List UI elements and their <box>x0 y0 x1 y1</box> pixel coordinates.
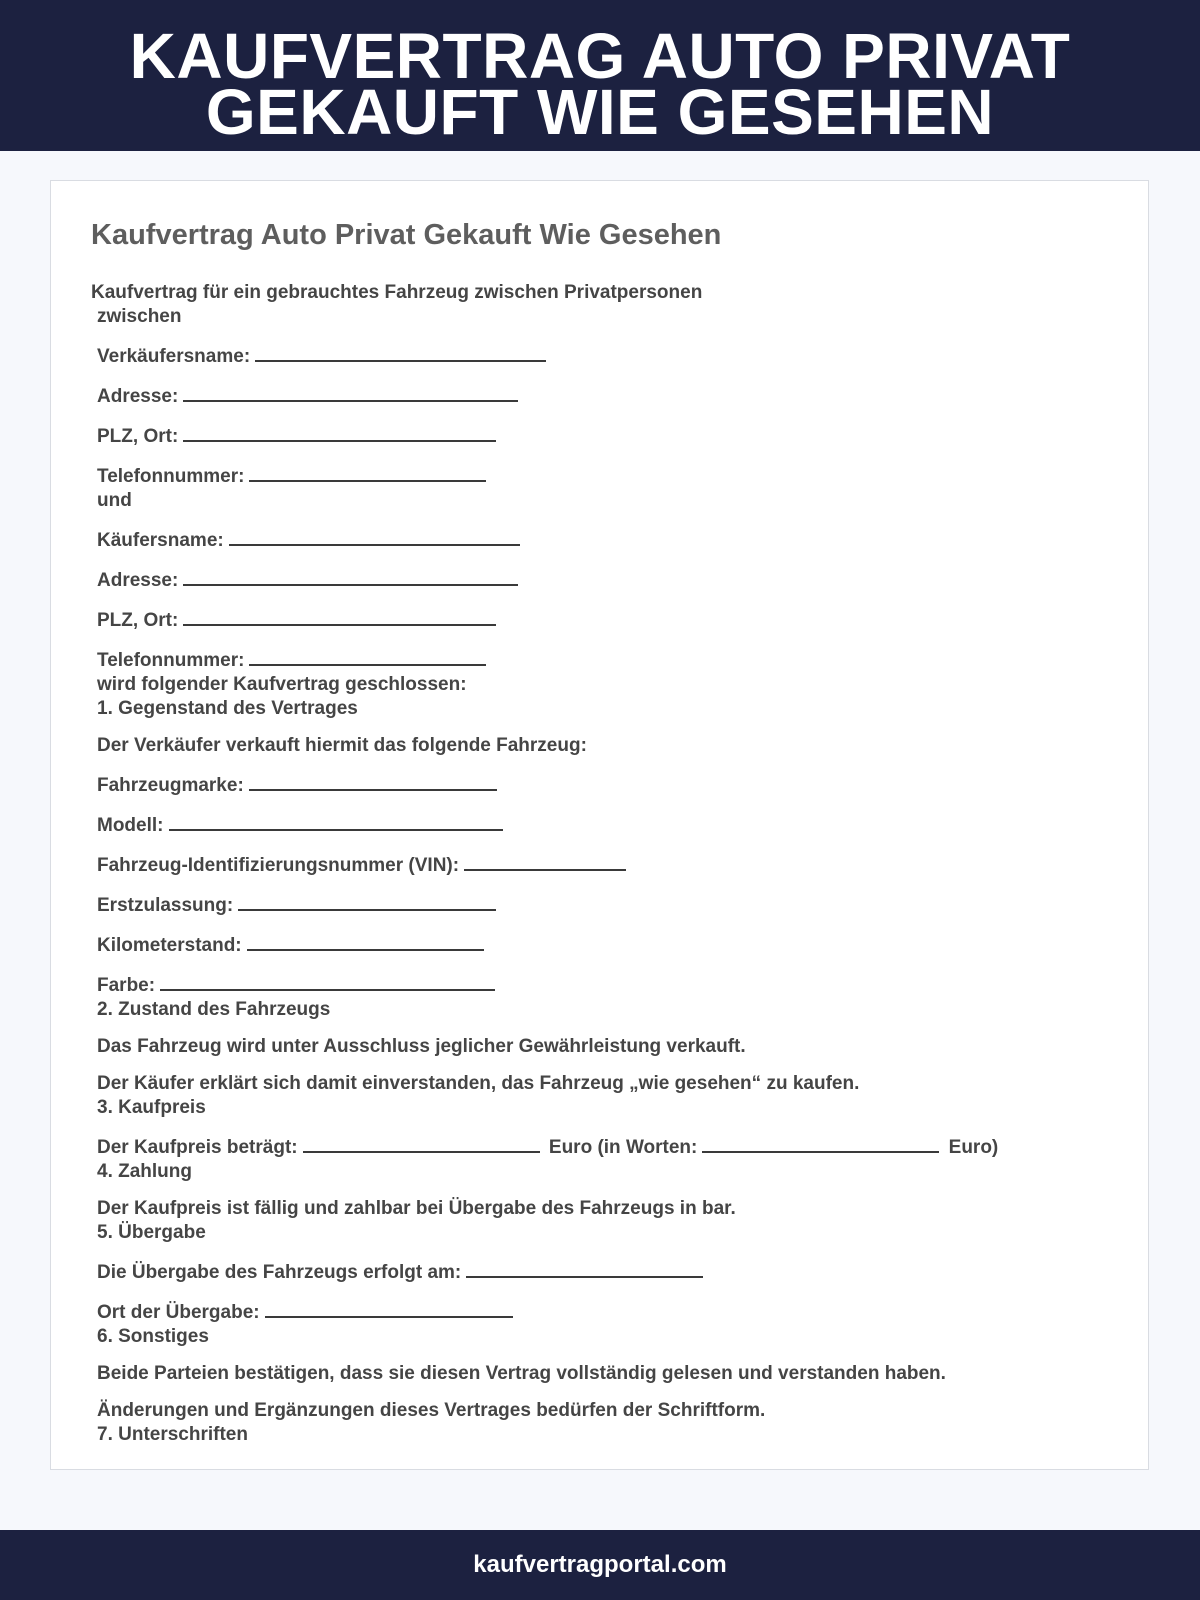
vehicle-make-field <box>91 771 1111 798</box>
seller-address-label: Adresse: <box>97 386 179 407</box>
vehicle-mileage-label: Kilometerstand: <box>97 935 242 956</box>
vehicle-make-blank[interactable] <box>249 771 497 791</box>
handover-date-blank[interactable] <box>466 1258 703 1278</box>
vehicle-make-label: Fahrzeugmarke: <box>97 775 244 796</box>
price-in-words-label: Euro (in Worten: <box>548 1137 698 1158</box>
vehicle-mileage-field <box>91 931 1111 958</box>
buyer-zip-city-blank[interactable] <box>183 606 496 626</box>
section-5-heading: 5. Übergabe <box>97 1222 206 1243</box>
handover-date-field <box>91 1258 1111 1285</box>
buyer-address-label: Adresse: <box>97 570 179 591</box>
vehicle-vin-field <box>91 851 1111 878</box>
vehicle-color-field <box>91 971 1111 998</box>
seller-name-label: Verkäufersname: <box>97 346 251 367</box>
concluded-text: wird folgender Kaufvertrag geschlossen: <box>97 674 467 695</box>
price-in-words-blank[interactable] <box>702 1133 939 1153</box>
document-body <box>91 281 1111 1447</box>
document-card <box>50 180 1149 1470</box>
price-amount-blank[interactable] <box>303 1133 540 1153</box>
vehicle-mileage-blank[interactable] <box>247 931 484 951</box>
section-2-text-1: Das Fahrzeug wird unter Ausschluss jeglicher Gewährleistung verkauft. <box>97 1036 746 1057</box>
section-7-heading: 7. Unterschriften <box>97 1424 248 1445</box>
seller-name-field <box>91 342 1111 369</box>
footer-site-link[interactable]: kaufvertragportal.com <box>473 1551 727 1578</box>
vehicle-model-label: Modell: <box>97 815 164 836</box>
buyer-address-field <box>91 566 1111 593</box>
buyer-address-blank[interactable] <box>183 566 518 586</box>
vehicle-first-registration-label: Erstzulassung: <box>97 895 234 916</box>
seller-phone-blank[interactable] <box>249 462 486 482</box>
seller-address-field <box>91 382 1111 409</box>
handover-place-field <box>91 1298 1111 1325</box>
seller-zip-city-blank[interactable] <box>183 422 496 442</box>
seller-zip-city-label: PLZ, Ort: <box>97 426 179 447</box>
header-banner <box>0 0 1200 151</box>
document-title: Kaufvertrag Auto Privat Gekauft Wie Gesehen <box>91 219 722 251</box>
section-4-text: Der Kaufpreis ist fällig und zahlbar bei Übergabe des Fahrzeugs in bar. <box>97 1198 736 1219</box>
price-field <box>91 1133 1111 1160</box>
seller-name-blank[interactable] <box>255 342 546 362</box>
vehicle-color-blank[interactable] <box>160 971 495 991</box>
price-end-label: Euro) <box>948 1137 999 1158</box>
vehicle-first-registration-field <box>91 891 1111 918</box>
vehicle-model-field <box>91 811 1111 838</box>
section-2-heading: 2. Zustand des Fahrzeugs <box>97 999 331 1020</box>
seller-phone-field <box>91 462 1111 489</box>
handover-place-label: Ort der Übergabe: <box>97 1302 260 1323</box>
buyer-zip-city-field <box>91 606 1111 633</box>
seller-address-blank[interactable] <box>183 382 518 402</box>
section-2-text-2: Der Käufer erklärt sich damit einverstanden, das Fahrzeug „wie gesehen“ zu kaufen. <box>97 1073 860 1094</box>
buyer-phone-blank[interactable] <box>249 646 486 666</box>
banner-title-line-2: GEKAUFT WIE GESEHEN <box>205 76 995 148</box>
vehicle-vin-label: Fahrzeug-Identifizierungsnummer (VIN): <box>97 855 460 876</box>
buyer-phone-field <box>91 646 1111 673</box>
buyer-name-field <box>91 526 1111 553</box>
between-text: zwischen <box>97 306 182 327</box>
section-6-heading: 6. Sonstiges <box>97 1326 209 1347</box>
banner-title-line-1: KAUFVERTRAG AUTO PRIVAT <box>129 20 1071 92</box>
price-label: Der Kaufpreis beträgt: <box>97 1137 298 1158</box>
seller-phone-label: Telefonnummer: <box>97 466 245 487</box>
section-6-text-1: Beide Parteien bestätigen, dass sie diesen Vertrag vollständig gelesen und verstanden haben. <box>97 1363 946 1384</box>
and-text: und <box>97 490 132 511</box>
vehicle-model-blank[interactable] <box>169 811 503 831</box>
buyer-name-blank[interactable] <box>229 526 520 546</box>
section-1-text: Der Verkäufer verkauft hiermit das folgende Fahrzeug: <box>97 735 587 756</box>
seller-zip-city-field <box>91 422 1111 449</box>
intro-text: Kaufvertrag für ein gebrauchtes Fahrzeug zwischen Privatpersonen <box>91 282 703 303</box>
buyer-phone-label: Telefonnummer: <box>97 650 245 671</box>
section-1-heading: 1. Gegenstand des Vertrages <box>97 698 358 719</box>
vehicle-first-registration-blank[interactable] <box>238 891 496 911</box>
buyer-name-label: Käufersname: <box>97 530 224 551</box>
vehicle-vin-blank[interactable] <box>464 851 626 871</box>
vehicle-color-label: Farbe: <box>97 975 156 996</box>
buyer-zip-city-label: PLZ, Ort: <box>97 610 179 631</box>
footer-bar <box>0 1530 1200 1600</box>
section-3-heading: 3. Kaufpreis <box>97 1097 206 1118</box>
handover-date-label: Die Übergabe des Fahrzeugs erfolgt am: <box>97 1262 462 1283</box>
section-6-text-2: Änderungen und Ergänzungen dieses Vertrages bedürfen der Schriftform. <box>97 1400 766 1421</box>
section-4-heading: 4. Zahlung <box>97 1161 192 1182</box>
handover-place-blank[interactable] <box>265 1298 513 1318</box>
